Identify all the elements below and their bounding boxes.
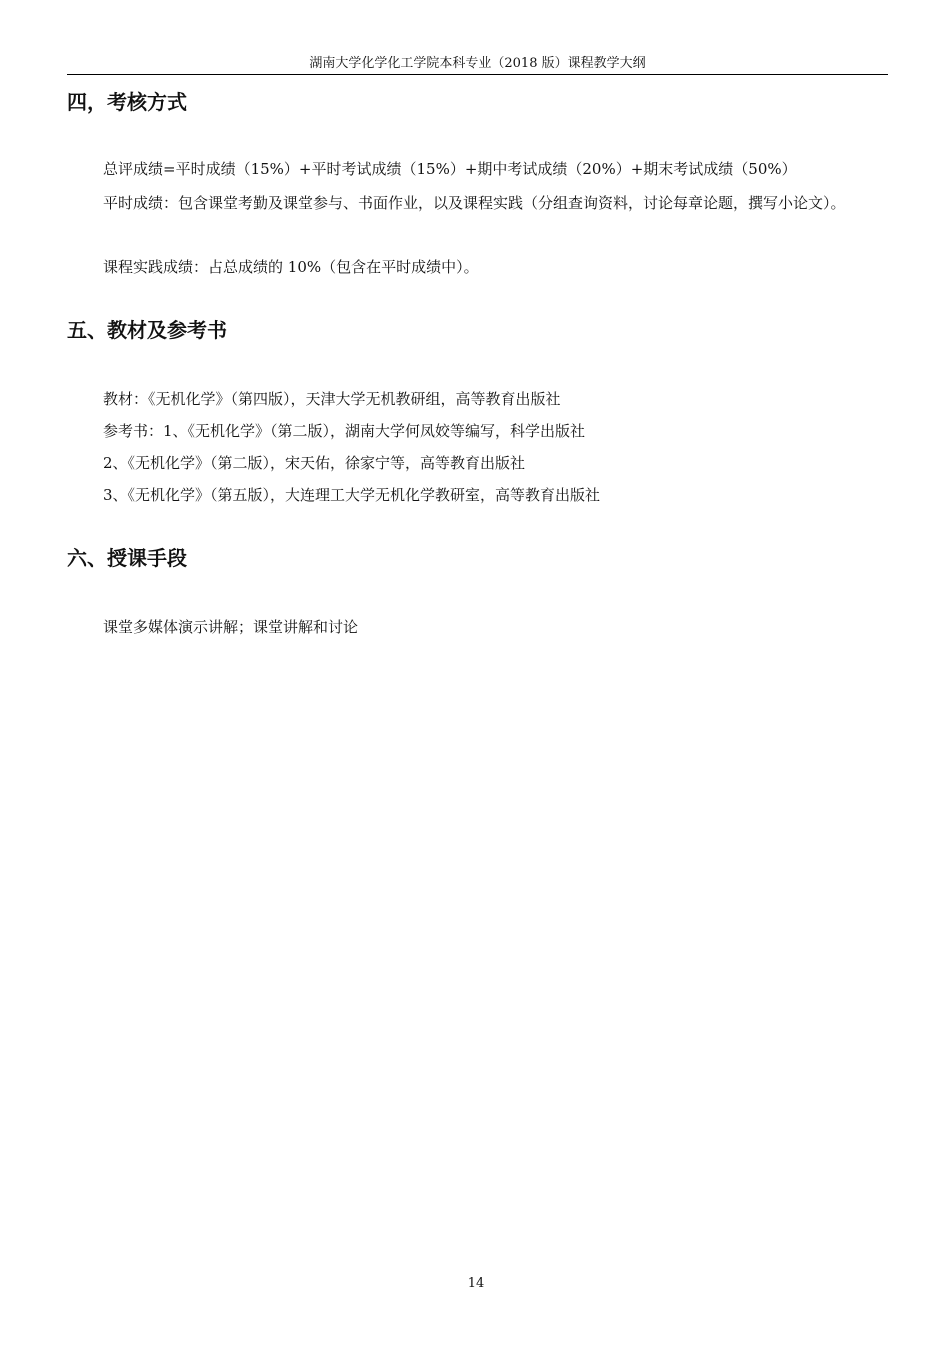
page-number: 14 bbox=[467, 1276, 485, 1291]
paragraph-regular-score: 平时成绩：包含课堂考勤及课堂参与、书面作业，以及课程实践（分组查询资料，讨论每章论题，撰写小论文）。 bbox=[103, 194, 846, 212]
paragraph-textbook: 教材：《无机化学》（第四版），天津大学无机教研组，高等教育出版社 bbox=[103, 390, 561, 408]
section-title-textbooks: 五、教材及参考书 bbox=[67, 318, 227, 342]
paragraph-practice-score: 课程实践成绩：占总成绩的 10%（包含在平时成绩中）。 bbox=[103, 258, 479, 276]
paragraph-total-score: 总评成绩=平时成绩（15%）+平时考试成绩（15%）+期中考试成绩（20%）+期末考试成绩（50%） bbox=[103, 160, 797, 178]
section-title-teaching-methods: 六、授课手段 bbox=[67, 546, 187, 570]
section-title-assessment: 四，考核方式 bbox=[67, 90, 187, 114]
paragraph-reference-1: 参考书：1、《无机化学》（第二版），湖南大学何凤姣等编写，科学出版社 bbox=[103, 422, 586, 440]
paragraph-teaching-methods: 课堂多媒体演示讲解；课堂讲解和讨论 bbox=[103, 618, 359, 636]
paragraph-reference-2: 2、《无机化学》（第二版），宋天佑，徐家宁等，高等教育出版社 bbox=[103, 454, 526, 472]
paragraph-reference-3: 3、《无机化学》（第五版），大连理工大学无机化学教研室，高等教育出版社 bbox=[103, 486, 601, 504]
page-header: 湖南大学化学化工学院本科专业（2018 版）课程教学大纲 bbox=[67, 54, 888, 75]
